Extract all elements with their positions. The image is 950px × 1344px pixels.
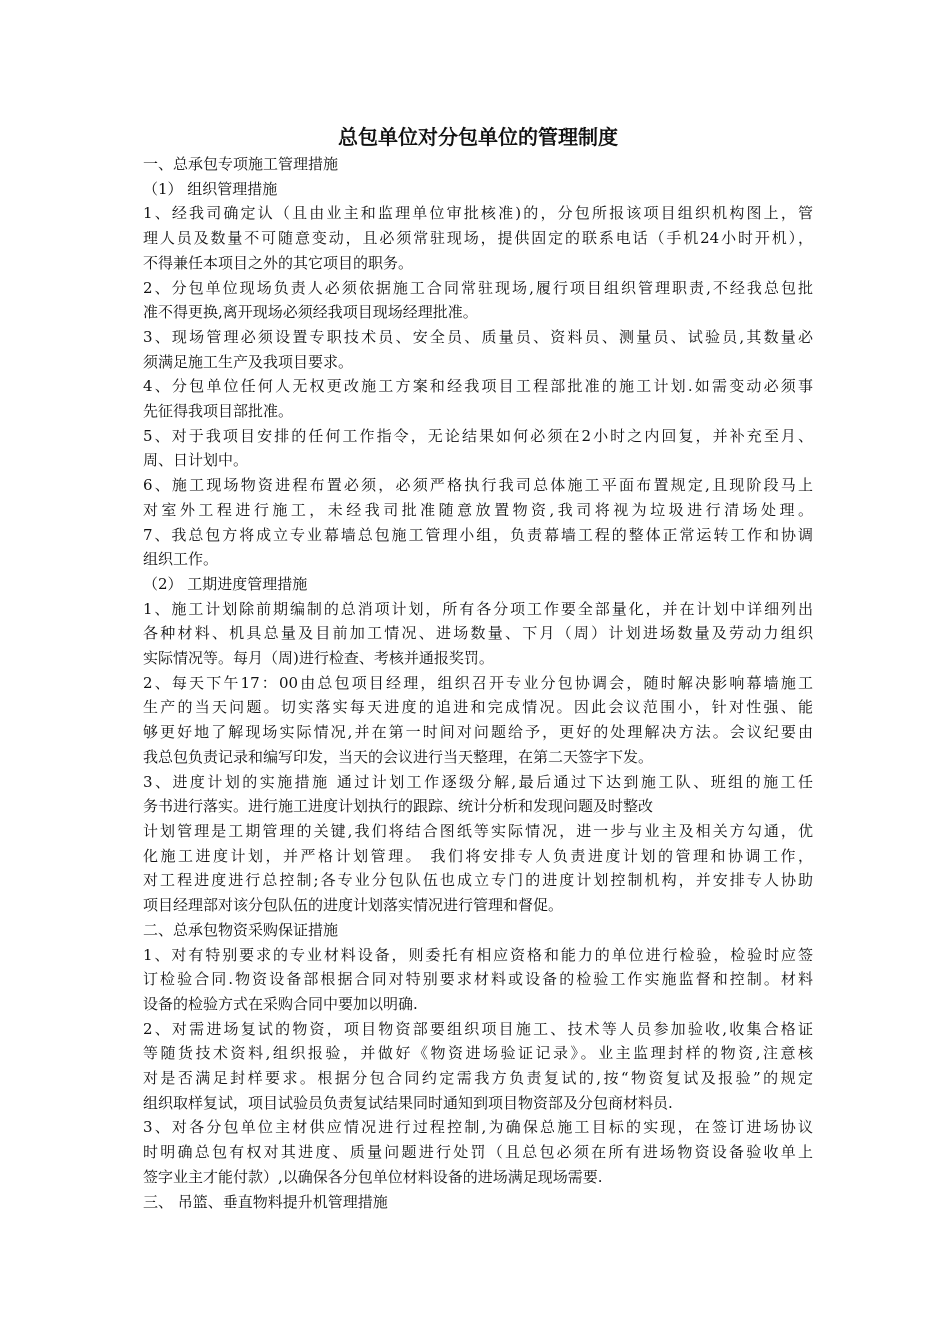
text-line: 计划管理是工期管理的关键,我们将结合图纸等实际情况，进一步与业主及相关方勾通，优 [143,821,813,840]
text-line: （1） 组织管理措施 [143,179,278,198]
text-line: 够更好地了解现场实际情况,并在第一时间对问题给予，更好的处理解决方法。会议纪要由 [143,723,813,742]
text-line: 实际情况等。每月（周)进行检查、考核并通报奖罚。 [143,649,494,668]
text-line: 7、我总包方将成立专业幕墙总包施工管理小组，负责幕墙工程的整体正常运转工作和协调 [143,525,813,544]
text-line: 2、对需进场复试的物资，项目物资部要组织项目施工、技术等人员参加验收,收集合格证 [143,1019,813,1038]
text-line: 5、对于我项目安排的任何工作指令，无论结果如何必须在2小时之内回复，并补充至月、 [143,426,813,445]
text-line: 务书进行落实。进行施工进度计划执行的跟踪、统计分析和发现问题及时整改 [143,797,654,816]
text-line: 组织取样复试，项目试验员负责复试结果同时通知到项目物资部及分包商材料员. [143,1093,673,1112]
text-line: 1、对有特别要求的专业材料设备，则委托有相应资格和能力的单位进行检验，检验时应签 [143,945,813,964]
text-line: 一、总承包专项施工管理措施 [143,155,339,173]
text-line: 签字业主才能付款）,以确保各分包单位材料设备的进场满足现场需要. [143,1167,603,1186]
text-line: 对室外工程进行施工，未经我司批准随意放置物资,我司将视为垃圾进行清场处理。 [143,500,813,519]
text-line: 1、经我司确定认（且由业主和监理单位审批核准)的，分包所报该项目组织机构图上，管 [143,204,813,223]
text-line: 准不得更换,离开现场必须经我项目现场经理批准。 [143,303,478,322]
text-line: 订检验合同.物资设备部根据合同对特别要求材料或设备的检验工作实施监督和控制。材料 [143,970,813,989]
text-line: 1、施工计划除前期编制的总消项计划，所有各分项工作要全部量化，并在计划中详细列出 [143,599,813,618]
text-line: 等随货技术资料,组织报验，并做好《物资进场验证记录》。业主监理封样的物资,注意核 [143,1044,813,1063]
text-line: 我总包负责记录和编写印发，当天的会议进行当天整理，在第二天签字下发。 [143,747,654,766]
text-line: 组织工作。 [143,550,219,569]
text-line: 3、对各分包单位主材供应情况进行过程控制,为确保总施工目标的实现，在签订进场协议 [143,1118,813,1137]
text-line: 4、分包单位任何人无权更改施工方案和经我项目工程部批准的施工计划.如需变动必须事 [143,377,813,396]
text-line: 化施工进度计划，并严格计划管理。 我们将安排专人负责进度计划的管理和协调工作， [143,846,813,865]
text-line: 各种材料、机具总量及目前加工情况、进场数量、下月（周）计划进场数量及劳动力组织 [143,624,813,643]
text-line: 三、 吊篮、垂直物料提升机管理措施 [143,1192,388,1211]
text-line: 二、总承包物资采购保证措施 [143,920,339,939]
text-line: 须满足施工生产及我项目要求。 [143,352,354,371]
text-line: 对是否满足封样要求。根据分包合同约定需我方负责复试的,按“物资复试及报验”的规定 [143,1069,813,1088]
text-line: 2、每天下午17：00由总包项目经理，组织召开专业分包协调会，随时解决影响幕墙施工 [143,673,813,692]
text-line: 6、施工现场物资进程布置必须，必须严格执行我司总体施工平面布置规定,且现阶段马上 [143,476,813,495]
document-body [143,152,813,1214]
text-line: 2、分包单位现场负责人必须依据施工合同常驻现场,履行项目组织管理职责,不经我总包批 [143,278,813,297]
text-line: 项目经理部对该分包队伍的进度计划落实情况进行管理和督促。 [143,896,564,915]
text-line: 生产的当天问题。切实落实每天进度的追进和完成情况。因此会议范围小，针对性强、能 [143,698,813,717]
text-line: 不得兼任本项目之外的其它项目的职务。 [143,253,414,272]
document-title: 总包单位对分包单位的管理制度 [338,125,618,149]
text-line: 时明确总包有权对其进度、质量问题进行处罚（且总包必须在所有进场物资设备验收单上 [143,1143,813,1162]
text-line: 3、进度计划的实施措施 通过计划工作逐级分解,最后通过下达到施工队、班组的施工任 [143,772,813,791]
document-page [143,122,813,1214]
text-line: 对工程进度进行总控制;各专业分包队伍也成立专门的进度计划控制机构，并安排专人协助 [143,871,813,890]
text-line: 3、现场管理必须设置专职技术员、安全员、质量员、资料员、测量员、试验员,其数量必 [143,327,813,346]
text-line: 先征得我项目部批准。 [143,402,294,421]
text-line: 理人员及数量不可随意变动，且必须常驻现场，提供固定的联系电话（手机24小时开机）， [143,229,813,248]
text-line: 周、日计划中。 [143,451,249,470]
text-line: 设备的检验方式在采购合同中要加以明确. [143,994,418,1013]
text-line: （2） 工期进度管理措施 [143,574,308,593]
